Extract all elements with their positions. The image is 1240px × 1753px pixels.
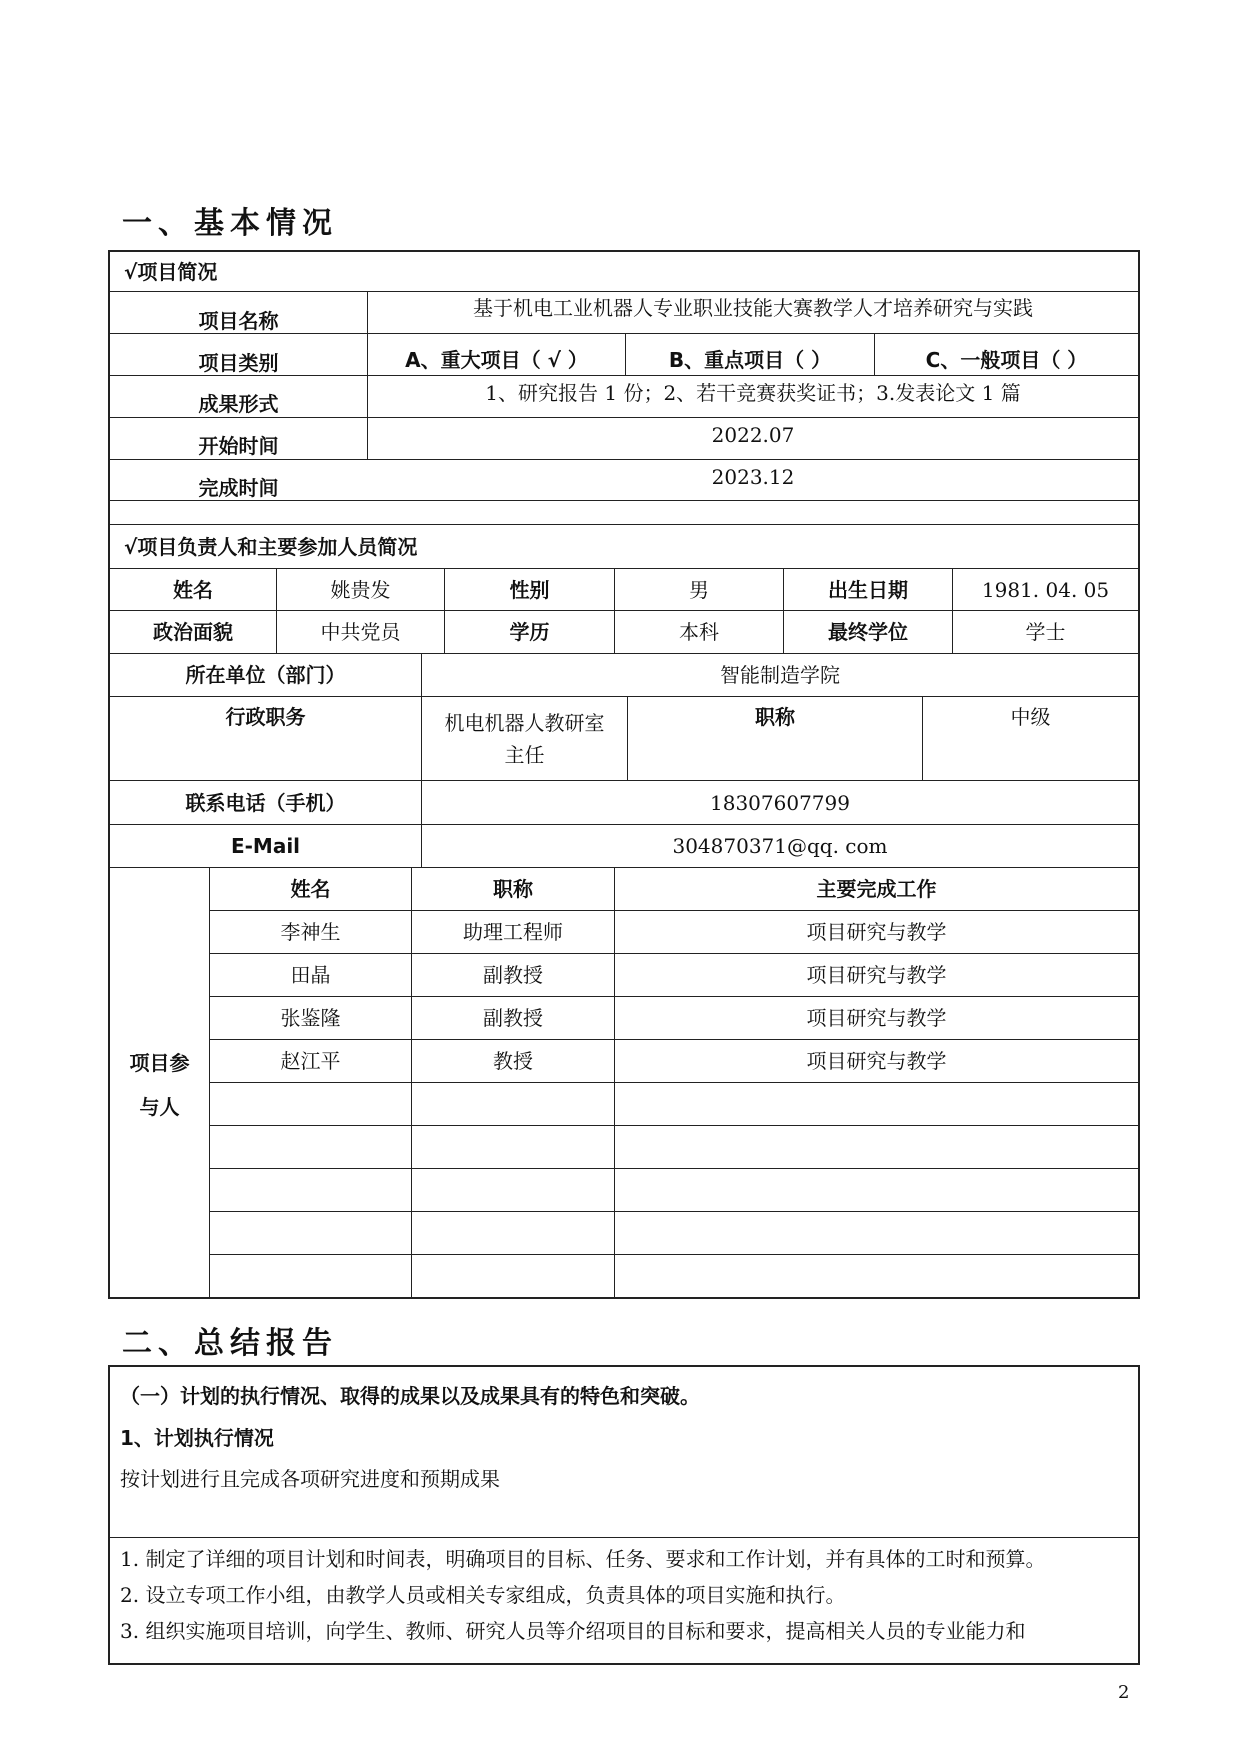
- result-form-label: 成果形式: [198, 392, 279, 416]
- start-time-label: 开始时间: [198, 434, 279, 458]
- leader-degree-label: 最终学位: [828, 620, 908, 644]
- phone-value: 18307607799: [710, 790, 850, 815]
- participant-title: 助理工程师: [463, 920, 563, 944]
- leader-degree: 学士: [1025, 620, 1066, 644]
- participant-title: 副教授: [483, 963, 543, 987]
- participants-header-work: 主要完成工作: [816, 877, 937, 901]
- list-item: 1. 制定了详细的项目计划和时间表，明确项目的目标、任务、要求和工作计划，并有具体的工时和预算。: [120, 1547, 1046, 1571]
- category-key: B、重点项目（ ）: [668, 348, 832, 372]
- list-item: 2. 设立专项工作小组，由教学人员或相关专家组成，负责具体的项目实施和执行。: [120, 1583, 846, 1607]
- leader-birth: 1981. 04. 05: [981, 577, 1110, 602]
- participant-name: 李神生: [280, 920, 341, 944]
- participant-work: 项目研究与教学: [806, 963, 947, 987]
- participant-work: 项目研究与教学: [806, 1049, 947, 1073]
- admin-position-value: [422, 697, 627, 780]
- category-major: A、重大项目（ √ ）: [405, 348, 588, 372]
- section-2-title: 二、总结报告: [122, 1326, 338, 1361]
- category-general: C、一般项目（ ）: [925, 348, 1088, 372]
- plan-execution-text: 按计划进行且完成各项研究进度和预期成果: [120, 1467, 500, 1491]
- plan-execution-heading: 1、计划执行情况: [120, 1426, 274, 1450]
- people-header: √项目负责人和主要参加人员简况: [124, 534, 418, 559]
- leader-name-label: 姓名: [173, 577, 213, 602]
- participant-title: 教授: [493, 1049, 533, 1073]
- leader-education: 本科: [679, 620, 719, 644]
- participant-work: 项目研究与教学: [806, 920, 947, 944]
- result-form-value: 1、研究报告 1 份；2、若干竞赛获奖证书；3.发表论文 1 篇: [485, 381, 1021, 405]
- list-item: 3. 组织实施项目培训，向学生、教师、研究人员等介绍项目的目标和要求，提高相关人员的专业能力和: [120, 1619, 1026, 1643]
- email-label: E-Mail: [230, 834, 301, 858]
- project-brief-header: √项目简况: [124, 259, 218, 284]
- admin-position-label: 行政职务: [225, 705, 306, 729]
- participants-header-name: 姓名: [290, 877, 331, 901]
- participants-side-label: [110, 1040, 209, 1130]
- unit-value: 智能制造学院: [720, 663, 840, 687]
- professional-title-label: 职称: [755, 705, 795, 729]
- participants-header-title: 职称: [493, 877, 533, 901]
- end-time-label: 完成时间: [198, 476, 279, 500]
- section-1-title: 一、基本情况: [122, 206, 338, 241]
- summary-subtitle: （一）计划的执行情况、取得的成果以及成果具有的特色和突破。: [120, 1384, 700, 1408]
- participant-title: 副教授: [483, 1006, 543, 1030]
- leader-gender: 男: [689, 577, 709, 602]
- unit-label: 所在单位（部门）: [185, 663, 346, 687]
- participant-work: 项目研究与教学: [806, 1006, 947, 1030]
- leader-education-label: 学历: [509, 620, 550, 644]
- end-time-value: 2023.12: [711, 465, 795, 489]
- leader-gender-label: 性别: [509, 577, 550, 602]
- participant-name: 张鉴隆: [280, 1006, 341, 1030]
- leader-politics: 中共党员: [320, 620, 401, 644]
- participant-name: 赵江平: [280, 1049, 341, 1073]
- admin-position-line-1: 机电机器人教研室: [444, 710, 605, 735]
- professional-title-value: 中级: [1010, 705, 1051, 729]
- phone-label: 联系电话（手机）: [185, 790, 346, 815]
- project-name-value: 基于机电工业机器人专业职业技能大赛教学人才培养研究与实践: [473, 296, 1033, 320]
- participants-side-label-1: 项目参: [129, 1051, 190, 1075]
- leader-birth-label: 出生日期: [828, 577, 908, 602]
- leader-name: 姚贵发: [330, 577, 391, 602]
- page-number: 2: [1118, 1682, 1130, 1703]
- participants-side-label-2: 与人: [139, 1095, 180, 1119]
- participant-name: 田晶: [290, 963, 331, 987]
- email-value: 304870371@qq. com: [672, 834, 888, 858]
- start-time-value: 2022.07: [711, 423, 795, 447]
- admin-position-line-2: 主任: [504, 742, 545, 767]
- leader-politics-label: 政治面貌: [153, 620, 233, 644]
- project-category-label: 项目类别: [198, 351, 279, 375]
- project-name-label: 项目名称: [198, 309, 279, 333]
